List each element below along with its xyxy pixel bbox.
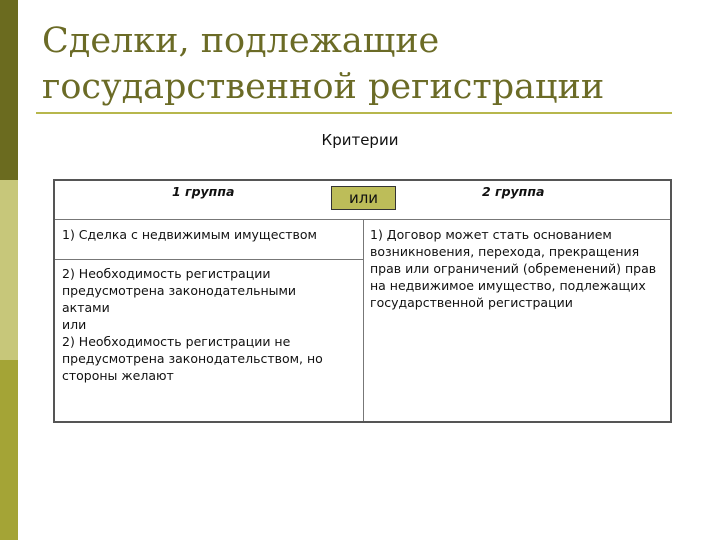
criterion-2-variant-a: 2) Необходимость регистрации предусмотрена законодательными актами — [62, 266, 297, 315]
title-divider — [36, 112, 672, 114]
or-badge: или — [331, 186, 396, 210]
decor-bar-top — [0, 0, 18, 180]
group-1-criterion-2 — [62, 265, 334, 384]
decor-bar-middle — [0, 180, 18, 360]
column-divider — [363, 219, 364, 421]
group-1-criterion-1: 1) Сделка с недвижимым имуществом — [62, 227, 317, 242]
page-title: Сделки, подлежащие государственной регистрации — [42, 21, 605, 107]
criterion-2-or: или — [62, 317, 87, 332]
criteria-label: Критерии — [321, 131, 399, 149]
group-1-header: 1 группа — [172, 184, 235, 199]
decor-bar-bottom — [0, 360, 18, 540]
group-2-header: 2 группа — [482, 184, 545, 199]
left-row-separator — [55, 259, 363, 260]
criterion-2-variant-b: 2) Необходимость регистрации не предусмотрена законодательством, но стороны желают — [62, 334, 323, 383]
group-2-criterion-1: 1) Договор может стать основанием возникновения, перехода, прекращения прав или ограничений (обременений) прав на недвижимое имущество, подлежащих государственной регистрации — [370, 227, 657, 310]
